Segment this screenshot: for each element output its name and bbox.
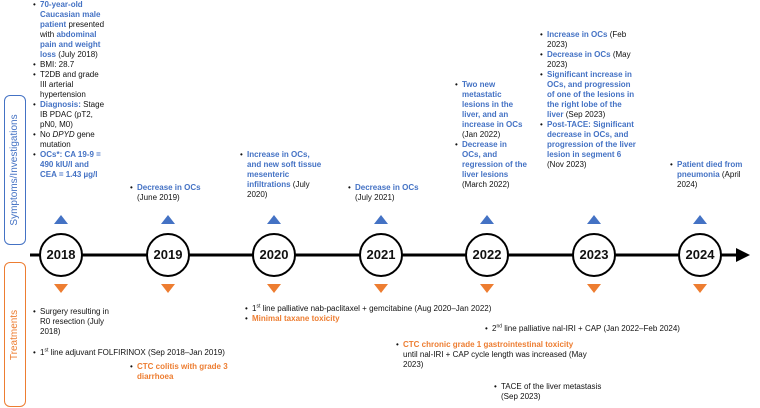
treatments-label: Treatments [9, 309, 20, 360]
down-triangle-marker [480, 284, 494, 293]
symptoms-2023 [540, 30, 638, 170]
symptom-item: • OCs*: CA 19-9 = 490 kIU/l and CEA = 1.43 µg/l [33, 150, 105, 180]
symptom-item: • T2DB and grade III arterial hypertension [33, 70, 105, 100]
timeline-arrowhead [736, 248, 750, 262]
up-triangle-marker [267, 215, 281, 224]
symptom-item: • Patient died from pneumonia (April 2024) [670, 160, 748, 190]
symptom-item: • Post-TACE: Significant decrease in OCs, and progression of the liver lesion in segment 6 (Nov 2023) [540, 120, 638, 170]
treatment-adjuvant-folfirinox [33, 348, 283, 358]
year-2020: 2020 [252, 233, 296, 277]
symptom-item: • Significant increase in OCs, and progression of one of the lesions in the right lobe of the liver (Sep 2023) [540, 70, 638, 120]
up-triangle-marker [693, 215, 707, 224]
treatment-item: • TACE of the liver metastasis (Sep 2023) [494, 382, 604, 402]
symptoms-2019 [130, 183, 215, 203]
symptoms-2018 [33, 0, 105, 180]
year-2019: 2019 [146, 233, 190, 277]
symptom-item: • Diagnosis: Stage IB PDAC (pT2, pN0, M0) [33, 100, 105, 130]
treatment-item: • Surgery resulting in R0 resection (July 2018) [33, 307, 113, 337]
down-triangle-marker [267, 284, 281, 293]
symptom-item: • BMI: 28.7 [33, 60, 105, 70]
symptoms-2022 [455, 80, 527, 190]
down-triangle-marker [693, 284, 707, 293]
symptom-item: • Decrease in OCs, and regression of the liver lesions (March 2022) [455, 140, 527, 190]
treatment-tace [494, 382, 604, 402]
treatment-item: • 1st line palliative nab-paclitaxel + gemcitabine (Aug 2020–Jan 2022) [245, 304, 545, 314]
symptom-item: • Two new metastatic lesions in the liver, and an increase in OCs (Jan 2022) [455, 80, 527, 140]
symptom-item: • Decrease in OCs (July 2021) [348, 183, 433, 203]
up-triangle-marker [480, 215, 494, 224]
up-triangle-marker [54, 215, 68, 224]
year-2021: 2021 [359, 233, 403, 277]
down-triangle-marker [161, 284, 175, 293]
symptom-item: • 70-year-old Caucasian male patient presented with abdominal pain and weight loss (July 2018) [33, 0, 105, 60]
treatment-item: • CTC chronic grade 1 gastrointestinal toxicity [396, 340, 646, 350]
symptom-item: • No DPYD gene mutation [33, 130, 105, 150]
symptom-item: • Increase in OCs (Feb 2023) [540, 30, 638, 50]
year-2022: 2022 [465, 233, 509, 277]
symptoms-2024 [670, 160, 748, 190]
up-triangle-marker [374, 215, 388, 224]
treatment-item: • 1st line adjuvant FOLFIRINOX (Sep 2018–Jan 2019) [33, 348, 283, 358]
symptom-item: • Decrease in OCs (June 2019) [130, 183, 215, 203]
treatment-item: • CTC colitis with grade 3 diarrhoea [130, 362, 230, 382]
down-triangle-marker [374, 284, 388, 293]
treatment-item: • Minimal taxane toxicity [245, 314, 545, 324]
year-2018: 2018 [39, 233, 83, 277]
up-triangle-marker [587, 215, 601, 224]
treatment-item: • 2nd line palliative nal-IRI + CAP (Jan 2022–Feb 2024) [485, 324, 745, 334]
treatment-ctc-gi-toxicity [396, 340, 646, 350]
symptom-item: • Increase in OCs, and new soft tissue mesenteric infiltrations (July 2020) [240, 150, 325, 200]
down-triangle-marker [587, 284, 601, 293]
treatment-ctc-colitis [130, 362, 230, 382]
treatment-ctc-gi-toxicity-note: until nal-IRI + CAP cycle length was increased (May 2023) [403, 350, 587, 369]
symptoms-2020 [240, 150, 325, 200]
treatment-nab-paclitaxel [245, 304, 545, 324]
symptoms-2021 [348, 183, 433, 203]
up-triangle-marker [161, 215, 175, 224]
down-triangle-marker [54, 284, 68, 293]
year-2023: 2023 [572, 233, 616, 277]
treatment-nal-iri-cap [485, 324, 745, 334]
year-2024: 2024 [678, 233, 722, 277]
treatment-surgery [33, 307, 113, 337]
symptom-item: • Decrease in OCs (May 2023) [540, 50, 638, 70]
symptoms-investigations-label: Symptoms/Investigations [9, 114, 20, 226]
